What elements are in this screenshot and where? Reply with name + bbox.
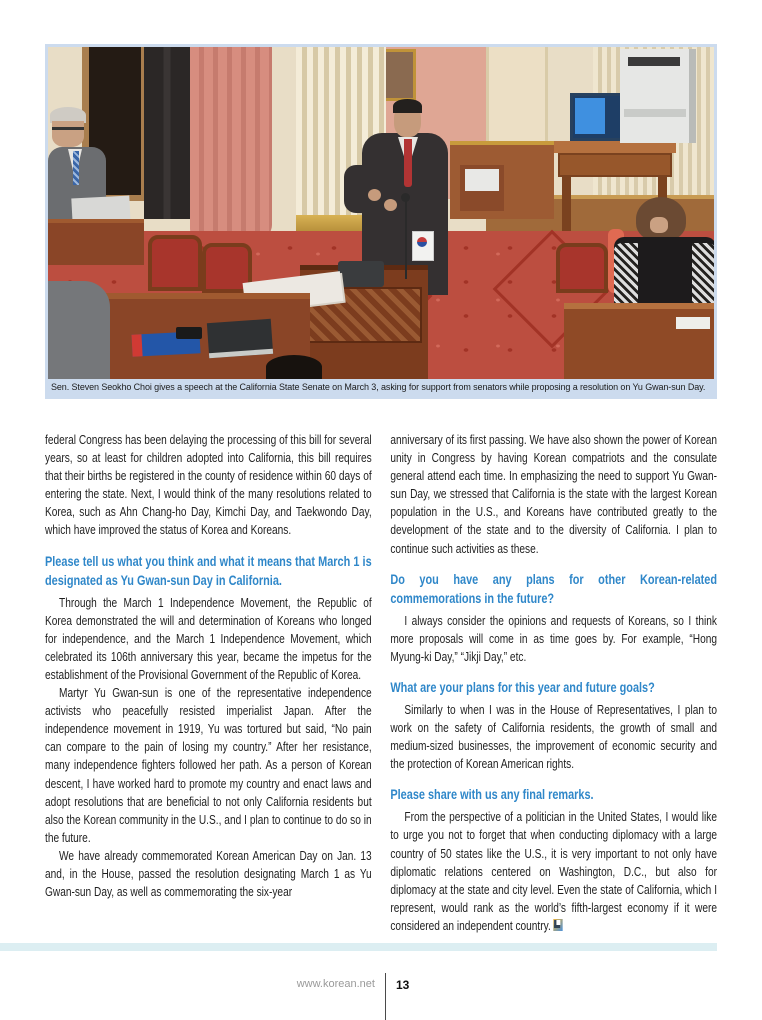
paragraph: anniversary of its first passing. We have also shown the power of Korean unity in Congress by having Korean compatriots and the consulate general attend each time. In emphasizing the need to support Yu Gwan-sun Day, we stressed that California is the state with the largest Korean population in the U.S., and Koreans have contributed greatly to the development of the state and to the diversity of California. I plan to continue such activities as these. <box>390 432 718 556</box>
photo-senator-hand <box>368 189 381 201</box>
footer-divider-line <box>385 973 386 1020</box>
question-heading: What are your plans for this year and future goals? <box>390 678 655 695</box>
footer-site-url: www.korean.net <box>296 978 375 990</box>
paragraph: Similarly to when I was in the House of Representatives, I plan to work on the safety of California residents, the growth of small and medium-sized businesses, the improvement of economic security and the protection of Korean American rights. <box>390 701 718 772</box>
photo-laptop-back <box>338 261 384 287</box>
photo-corner-person-shoulder <box>48 281 110 379</box>
article-columns <box>45 431 717 935</box>
photo-red-leather-chair <box>148 235 202 291</box>
page-number: 13 <box>395 978 410 992</box>
photo-head-bottom-edge <box>266 355 322 379</box>
photo-desk-right <box>564 303 714 379</box>
question-heading: Please share with us any final remarks. <box>390 786 594 803</box>
photo-houndstooth-sleeve <box>692 243 714 309</box>
left-column <box>45 431 372 935</box>
photo-red-leather-chair <box>556 243 608 293</box>
footer-teal-rule <box>0 943 717 951</box>
photo-seated-woman-face <box>650 217 668 233</box>
paragraph <box>390 808 717 935</box>
photo-standing-man-suit <box>144 47 190 219</box>
photo-senator-red-tie <box>404 139 412 187</box>
photo-printer-slot <box>628 57 680 66</box>
paragraph-text: From the perspective of a politician in the United States, I would like to urge you not to forget that when conducting diplomacy with a large country of 50 states like the U.S., it is very important to not only have diplomatic relations centered on Washington, D.C., but also for diplomacy at the state and city level. Even the state of California, which I represent, would rank as the world’s fifth-largest economy if it were considered an independent country. <box>390 809 718 933</box>
photo-microphone-stand <box>405 197 407 279</box>
photo-left-man-glasses <box>52 127 84 130</box>
footer <box>0 973 734 1020</box>
question-heading: Please tell us what you think and what it means that March 1 is designated as Yu Gwan-sun Day in California. <box>45 552 372 588</box>
photo-laptop <box>207 319 273 358</box>
photo-houndstooth-sleeve <box>614 243 638 309</box>
paragraph: I always consider the opinions and requests of Koreans, so I think more proposals will come in as time goes by. For example, “Hong Myung-ki Day,” “Jikji Day,” etc. <box>390 612 718 664</box>
photo-frame <box>45 44 717 399</box>
photo-laptop-screen <box>575 98 605 134</box>
right-column <box>390 431 717 935</box>
end-of-article-icon <box>554 919 563 931</box>
photo-phone <box>176 327 202 339</box>
photo-side-table-drawer <box>558 153 672 177</box>
paragraph: federal Congress has been delaying the processing of this bill for several years, so at least for children adopted into California, this bill requires that their births be registered in the county of residence within 60 days of entering the state. Next, I would think of the many resolutions related to Korea, such as Ahn Chang-ho Day, Kimchi Day, and Taekwondo Day, which have improved the status of Korea and Koreans. <box>45 432 372 538</box>
photo-woman-pink-dress <box>190 47 272 239</box>
photo-desk-far-left <box>48 219 144 265</box>
photo-senator-hair <box>393 99 422 113</box>
paragraph: Through the March 1 Independence Movement, the Republic of Korea demonstrated the will and determination of Koreans who longed for independence, and the March 1 Independence Movement, which celebrated its 106th anniversary this year, became the impetus for the establishment of the Provisional Government of the Republic of Korea. <box>45 594 372 682</box>
photo-left-man-tie <box>73 151 79 185</box>
photo-left-man-face <box>52 121 84 147</box>
photo-senator-hand <box>384 199 397 211</box>
photo-paper <box>676 317 710 329</box>
paragraph: Martyr Yu Gwan-sun is one of the representative independence activists who peacefully resisted imperialist Japan. After the independence movement in 1919, Yu was tortured but said, “No pain can compare to the pain of losing my country.” After her resistance, many independence fighters followed her path. As a person of Korean descent, I have worked hard to promote my country and enact laws and adopt resolutions that are beneficial to not only California residents but also the Korean community in the U.S., and I plan to continue to do so in the future. <box>45 685 372 845</box>
photo-wastebasket-liner <box>465 169 499 191</box>
photo-printer-tray <box>624 109 686 117</box>
photo-taegeuk-symbol <box>417 237 427 247</box>
question-heading: Do you have any plans for other Korean-related commemorations in the future? <box>390 570 718 606</box>
paragraph: We have already commemorated Korean American Day on Jan. 13 and, in the House, passed the resolution designating March 1 as Yu Gwan-sun Day, as well as commemorating the six-year <box>45 847 372 900</box>
photo-microphone <box>401 193 410 202</box>
senate-photo <box>48 47 714 379</box>
photo-caption: Sen. Steven Seokho Choi gives a speech at the California State Senate on March 3, asking for support from senators while proposing a resolution on Yu Gwan-sun Day. <box>51 382 706 392</box>
